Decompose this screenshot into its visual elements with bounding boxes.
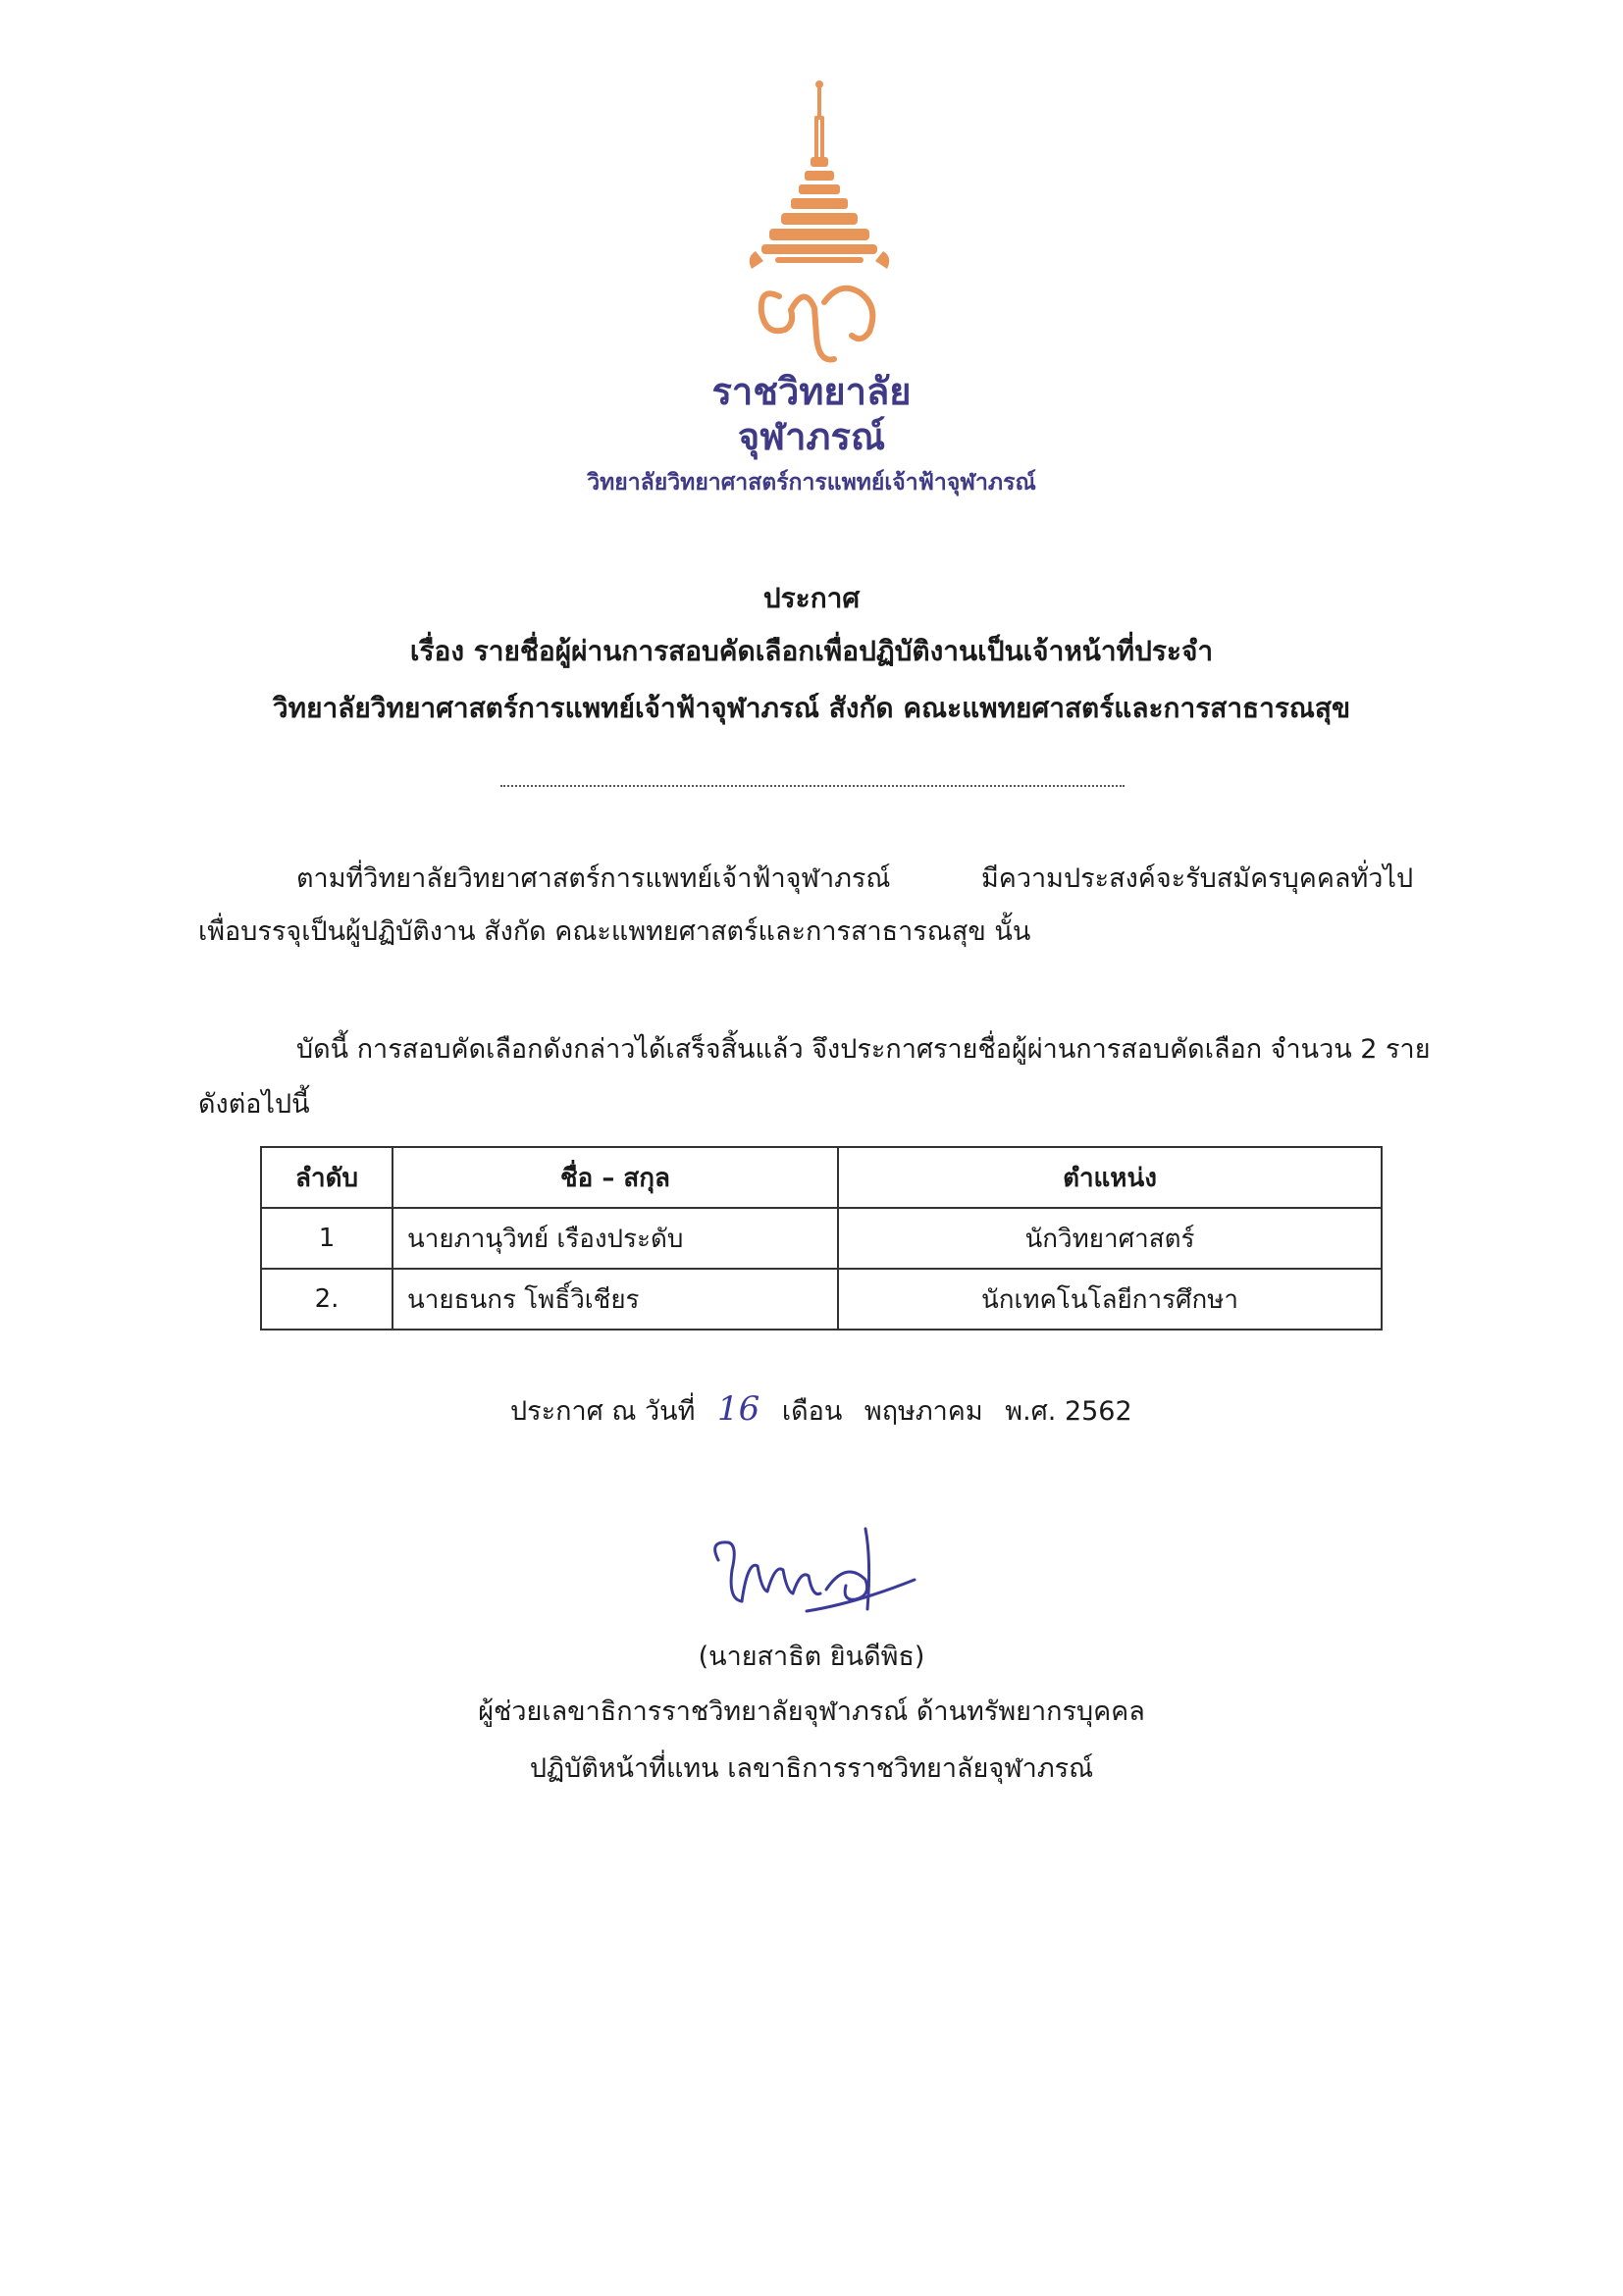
date-prefix: ประกาศ ณ วันที่ — [510, 1396, 696, 1427]
org-name-line-2: จุฬาภรณ์ — [737, 415, 886, 458]
paragraph-2-line-2: ดังต่อไปนี้ — [198, 1089, 310, 1120]
header-name: ชื่อ – สกุล — [393, 1147, 838, 1208]
paragraph-2-line-1: บัดนี้ การสอบคัดเลือกดังกล่าวได้เสร็จสิ้นแล้ว จึงประกาศรายชื่อผู้ผ่านการสอบคัดเลือก จำนวน 2 ราย — [296, 1034, 1431, 1065]
table-row — [261, 1208, 1382, 1269]
signer-title-1: ผู้ช่วยเลขาธิการราชวิทยาลัยจุฬาภรณ์ ด้านทรัพยากรบุคคล — [478, 1696, 1145, 1727]
announcement-date — [510, 1389, 1146, 1432]
month-label: เดือน — [781, 1396, 843, 1427]
table-header-row — [261, 1147, 1382, 1208]
royal-tiered-crown-emblem-icon — [746, 78, 893, 373]
row-order: 2. — [261, 1269, 393, 1330]
subject-line-2: วิทยาลัยวิทยาศาสตร์การแพทย์เจ้าฟ้าจุฬาภรณ์ สังกัด คณะแพทยศาสตร์และการสาธารณสุข — [272, 692, 1351, 724]
handwritten-day: 16 — [717, 1389, 760, 1429]
signer-title-2: ปฏิบัติหน้าที่แทน เลขาธิการราชวิทยาลัยจุฬาภรณ์ — [529, 1753, 1094, 1784]
header-position: ตำแหน่ง — [838, 1147, 1382, 1208]
subject-line-1: เรื่อง รายชื่อผู้ผ่านการสอบคัดเลือกเพื่อปฏิบัติงานเป็นเจ้าหน้าที่ประจำ — [409, 635, 1214, 667]
row-position: นักเทคโนโลยีการศึกษา — [838, 1269, 1382, 1330]
table-row — [261, 1269, 1382, 1330]
signer-name: (นายสาธิต ยินดีพิธ) — [698, 1642, 925, 1672]
org-name-line-1: ราชวิทยาลัย — [711, 370, 912, 413]
announcement-heading: ประกาศ — [762, 582, 861, 614]
month: พฤษภาคม — [864, 1396, 983, 1427]
paragraph-1-line-1-right: มีความประสงค์จะรับสมัครบุคคลทั่วไป — [981, 863, 1414, 894]
candidate-table — [260, 1146, 1383, 1331]
row-name: นายธนกร โพธิ์วิเชียร — [393, 1269, 838, 1330]
paragraph-1-line-1-left: ตามที่วิทยาลัยวิทยาศาสตร์การแพทย์เจ้าฟ้าจุฬาภรณ์ — [296, 863, 891, 894]
year: พ.ศ. 2562 — [1005, 1396, 1132, 1427]
row-order: 1 — [261, 1208, 393, 1269]
row-position: นักวิทยาศาสตร์ — [838, 1208, 1382, 1269]
handwritten-signature-icon — [699, 1521, 924, 1629]
header-order: ลำดับ — [261, 1147, 393, 1208]
college-name: วิทยาลัยวิทยาศาสตร์การแพทย์เจ้าฟ้าจุฬาภรณ์ — [587, 470, 1036, 496]
dotted-divider — [500, 785, 1125, 787]
row-name: นายภานุวิทย์ เรืองประดับ — [393, 1208, 838, 1269]
paragraph-1-line-2: เพื่อบรรจุเป็นผู้ปฏิบัติงาน สังกัด คณะแพทยศาสตร์และการสาธารณสุข นั้น — [198, 916, 1031, 947]
